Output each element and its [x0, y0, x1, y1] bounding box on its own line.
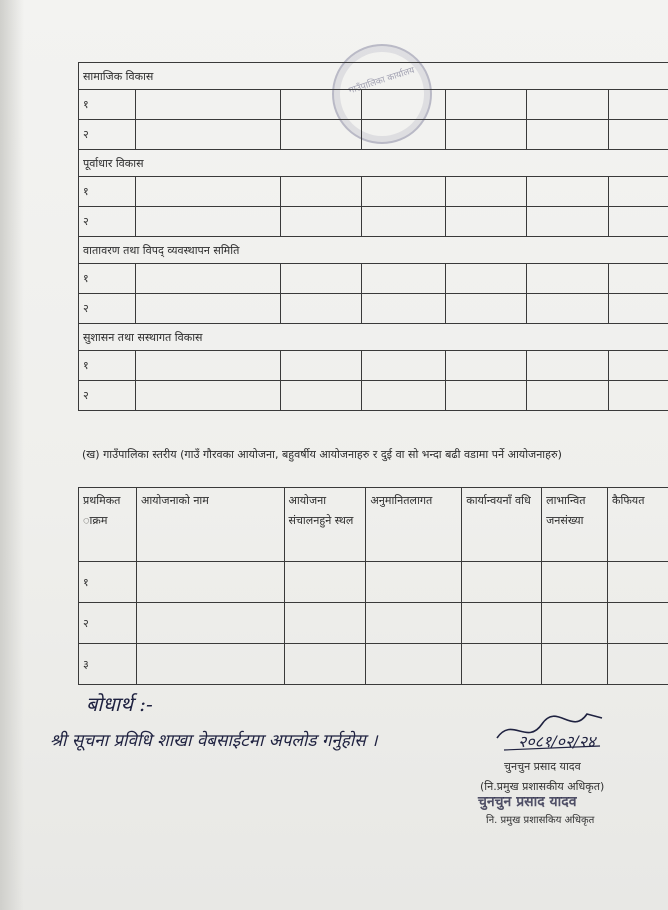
table-row [79, 381, 668, 411]
table-cell [361, 264, 445, 294]
table-cell [284, 603, 366, 644]
table-cell [284, 644, 366, 685]
paragraph-kha: (ख) गाउँपालिका स्तरीय (गाउँ गौरवका आयोजना, बहुवर्षीय आयोजनाहरु र दुई वा सो भन्दा बढी वडामा पर्ने आयोजनाहरु) [82, 448, 562, 461]
table-cell [526, 177, 608, 207]
table-cell [136, 603, 284, 644]
column-header: कार्यान्वयनाँ वधि [462, 488, 542, 562]
table-cell [608, 562, 668, 603]
row-number: १ [79, 351, 136, 381]
column-header: आयोजनाको नाम [136, 488, 284, 562]
table-cell [526, 381, 608, 411]
table-cell [609, 177, 668, 207]
table-cell [609, 294, 668, 324]
section-table [78, 62, 668, 411]
row-number: २ [79, 381, 136, 411]
table-row [79, 90, 668, 120]
row-number: २ [79, 120, 136, 150]
table-cell [609, 381, 668, 411]
table-cell [284, 562, 366, 603]
signatory-title: (नि.प्रमुख प्रशासकीय अधिकृत) [480, 780, 605, 793]
section-title: सामाजिक विकास [79, 63, 668, 90]
table-cell [446, 351, 526, 381]
table-cell [446, 120, 526, 150]
table-cell [281, 381, 361, 411]
table-cell [446, 207, 526, 237]
table-row [79, 207, 668, 237]
handwritten-note-title: बोधार्थ :- [86, 692, 153, 716]
column-header: अनुमानितलागत [366, 488, 462, 562]
row-number: १ [79, 90, 136, 120]
row-number: २ [79, 207, 136, 237]
table-cell [542, 603, 608, 644]
table-cell [361, 120, 445, 150]
stamp-title: नि. प्रमुख प्रशासकिय अधिकृत [486, 815, 595, 826]
table-cell [136, 264, 281, 294]
table-cell [281, 207, 361, 237]
table-cell [609, 207, 668, 237]
table-cell [446, 90, 526, 120]
table-cell [361, 177, 445, 207]
column-header: आयोजना संचालनहुने स्थल [284, 488, 366, 562]
table-row [79, 603, 668, 644]
seal-text: गाउँपालिका कार्यालय [347, 65, 416, 97]
table-cell [526, 351, 608, 381]
table-cell [361, 351, 445, 381]
table-cell [136, 90, 281, 120]
table-cell [526, 264, 608, 294]
table-row [79, 562, 668, 603]
table-cell [609, 351, 668, 381]
table-cell [462, 644, 542, 685]
table-cell [542, 562, 608, 603]
table-row [79, 120, 668, 150]
table-cell [608, 644, 668, 685]
table-row [79, 644, 668, 685]
table-cell [136, 562, 284, 603]
signatory-name: चुनचुन प्रसाद यादव [504, 760, 581, 773]
table-cell [366, 562, 462, 603]
row-number: १ [79, 264, 136, 294]
table-cell [526, 120, 608, 150]
section-title: वातावरण तथा विपद् व्यवस्थापन समिति [79, 237, 668, 264]
section-title: सुशासन तथा सस्थागत विकास [79, 324, 668, 351]
table-cell [136, 177, 281, 207]
table-cell [608, 603, 668, 644]
table-cell [361, 381, 445, 411]
table-cell [446, 294, 526, 324]
page-edge-shadow [0, 0, 24, 910]
table-row [79, 177, 668, 207]
table-cell [526, 207, 608, 237]
table-cell [446, 381, 526, 411]
table-cell [136, 381, 281, 411]
table-cell [136, 120, 281, 150]
row-number: २ [79, 603, 137, 644]
table-cell [136, 207, 281, 237]
section-title: पूर्वाधार विकास [79, 150, 668, 177]
column-header: कैफियत [608, 488, 668, 562]
table-cell [136, 294, 281, 324]
row-number: १ [79, 177, 136, 207]
column-header: लाभान्वित जनसंख्या [542, 488, 608, 562]
table-cell [609, 264, 668, 294]
table-cell [136, 644, 284, 685]
table-cell [446, 264, 526, 294]
table-cell [366, 603, 462, 644]
project-table [78, 487, 668, 685]
table-cell [609, 90, 668, 120]
handwritten-note-body: श्री सूचना प्रविधि शाखा वेबसाईटमा अपलोड गर्नुहोस । [50, 731, 378, 751]
stamp-name: चुनचुन प्रसाद यादव [478, 794, 577, 810]
table-cell [609, 120, 668, 150]
table-cell [361, 207, 445, 237]
table-cell [361, 90, 445, 120]
table-cell [542, 644, 608, 685]
table-cell [281, 90, 361, 120]
table-cell [366, 644, 462, 685]
table-cell [462, 562, 542, 603]
table-row [79, 294, 668, 324]
table-cell [281, 177, 361, 207]
table-cell [281, 294, 361, 324]
table-row [79, 264, 668, 294]
table-cell [281, 120, 361, 150]
table-cell [526, 294, 608, 324]
table-cell [136, 351, 281, 381]
table-cell [281, 264, 361, 294]
handwritten-date: २०८१/०२/२४ [518, 732, 596, 751]
row-number: ३ [79, 644, 137, 685]
table-cell [361, 294, 445, 324]
row-number: १ [79, 562, 137, 603]
table-cell [526, 90, 608, 120]
table-cell [446, 177, 526, 207]
table-row [79, 351, 668, 381]
table-cell [462, 603, 542, 644]
row-number: २ [79, 294, 136, 324]
column-header: प्रथमिकत ाक्रम [79, 488, 137, 562]
table-cell [281, 351, 361, 381]
